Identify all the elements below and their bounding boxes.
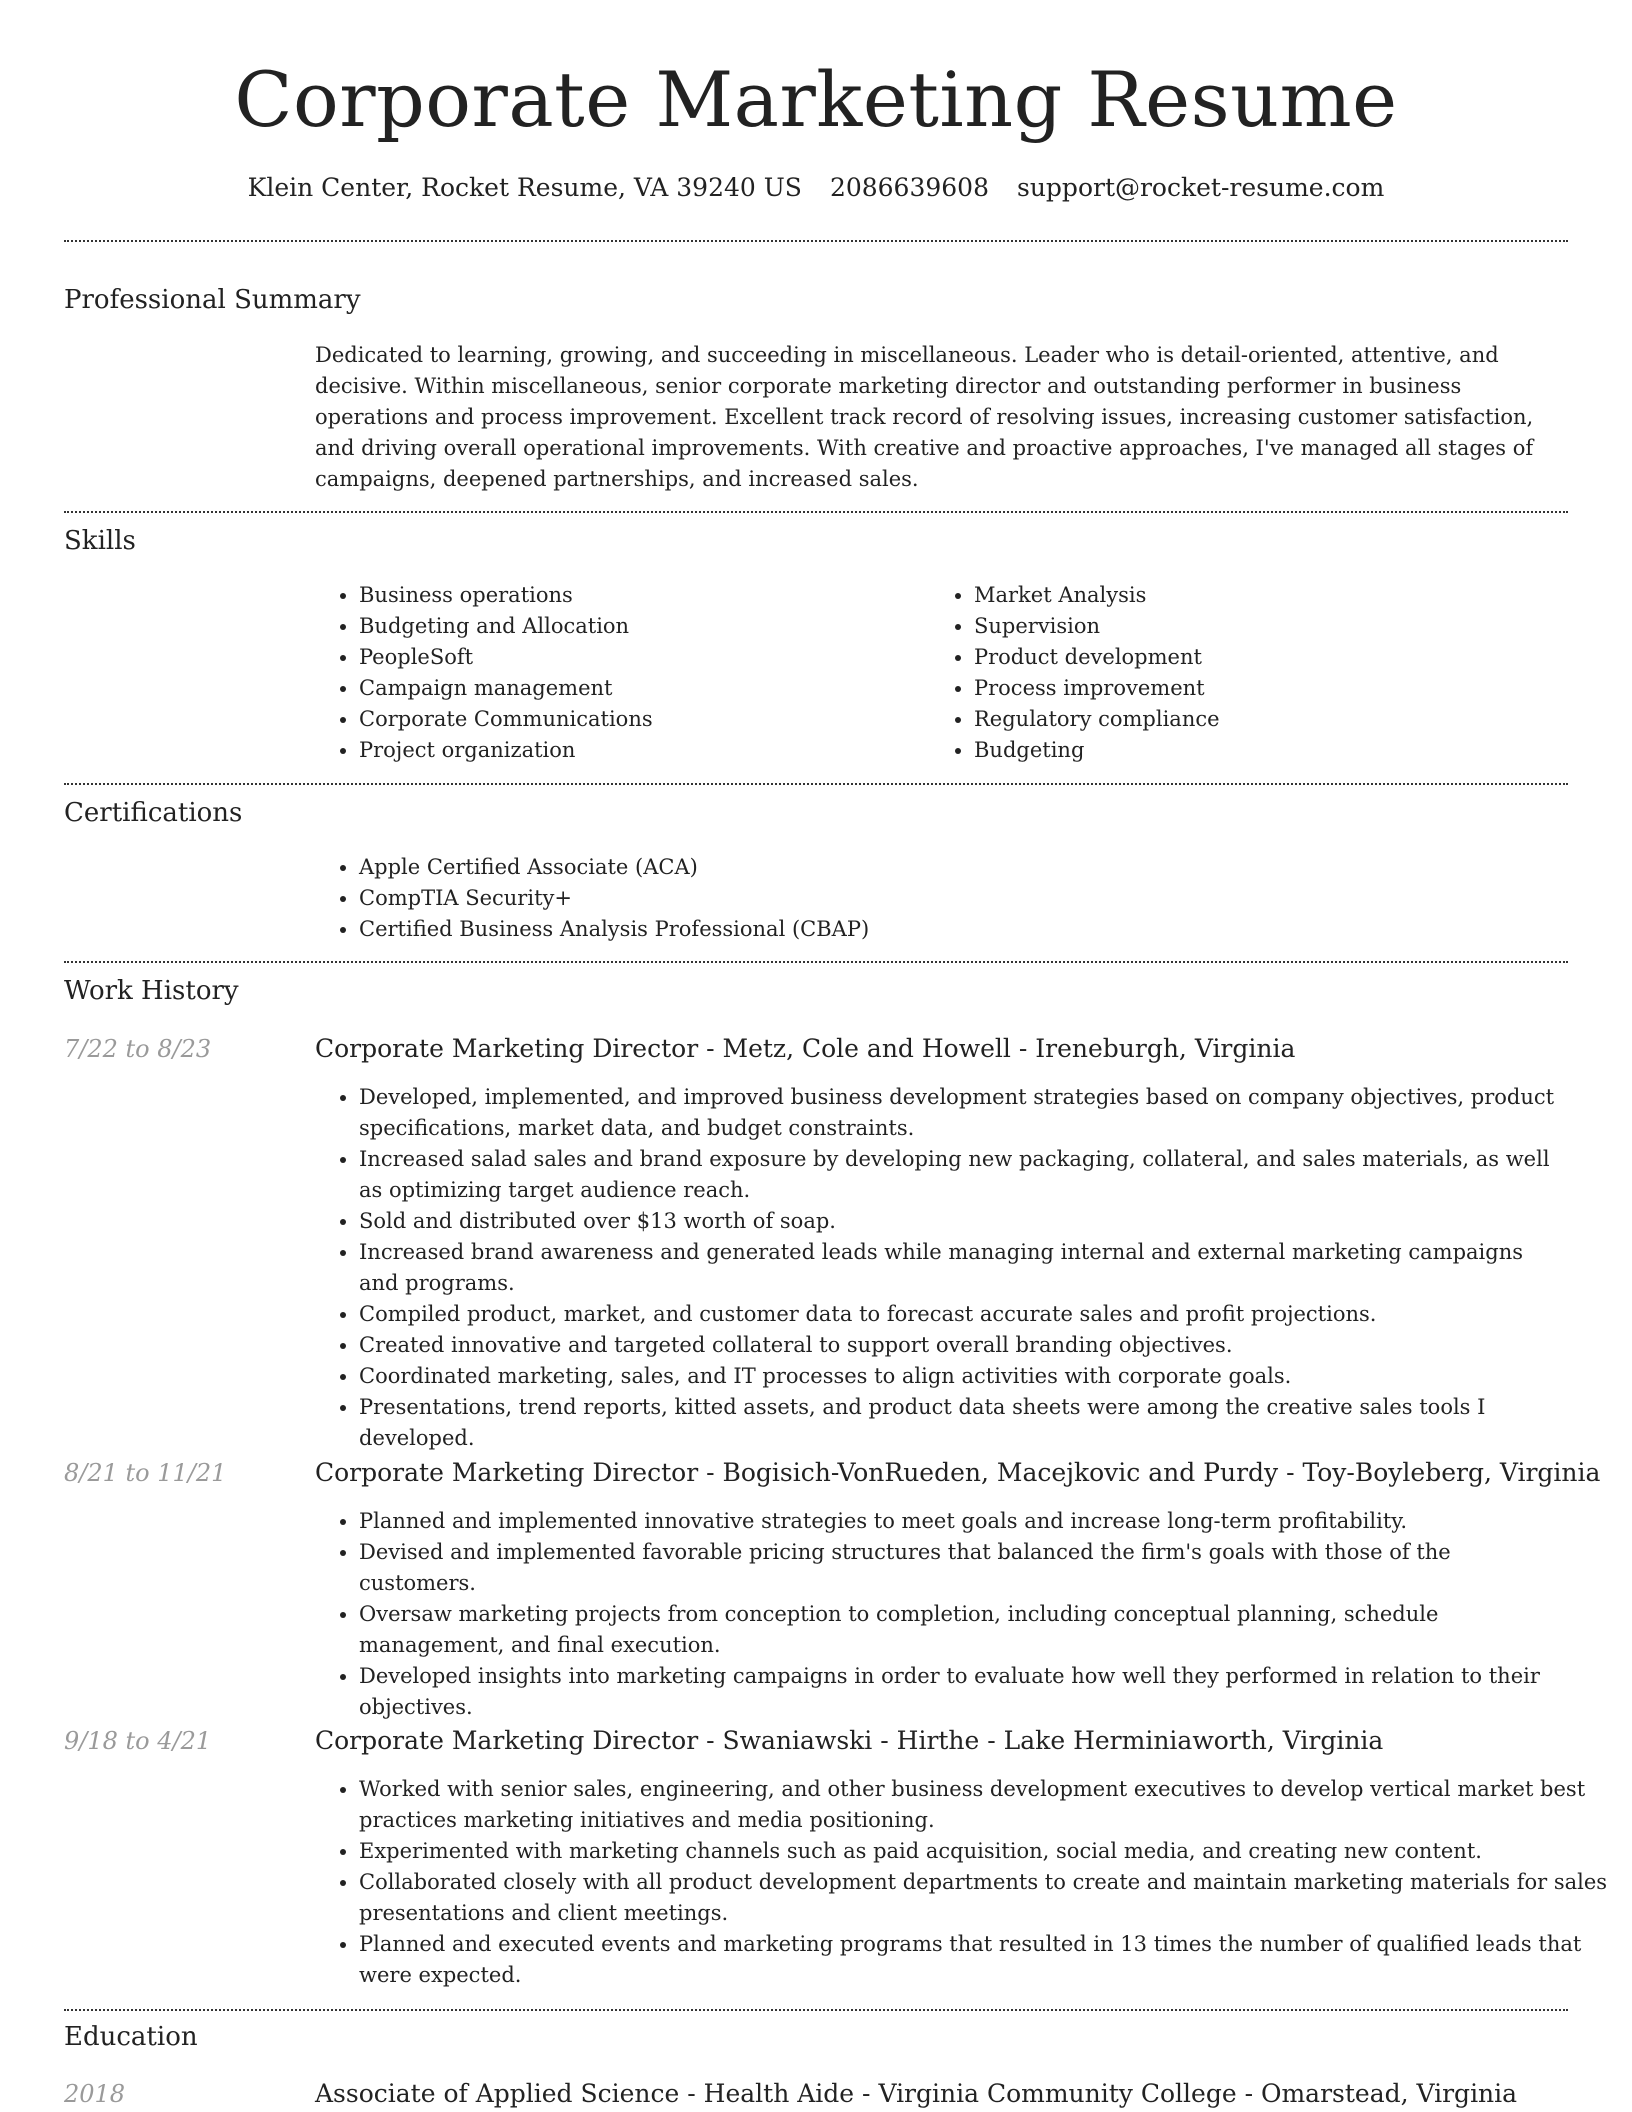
skill-item: • Market Analysis bbox=[974, 580, 1594, 611]
certification-item: • CompTIA Security+ bbox=[359, 883, 1569, 914]
divider bbox=[64, 961, 1568, 963]
job-heading bbox=[315, 1455, 1600, 1491]
divider bbox=[64, 240, 1568, 242]
divider bbox=[64, 783, 1568, 785]
contact-address: Klein Center, Rocket Resume, VA 39240 US bbox=[247, 173, 802, 202]
skill-item: • Regulatory compliance bbox=[974, 704, 1594, 735]
job-dates: 9/18 to 4/21 bbox=[64, 1727, 212, 1755]
job-bullet: • Compiled product, market, and customer data to forecast accurate sales and profit projections. bbox=[359, 1299, 1569, 1330]
job-title: Corporate Marketing Director bbox=[315, 1034, 699, 1063]
job-bullets bbox=[315, 1506, 1569, 1723]
job-bullet: • Increased salad sales and brand exposure by developing new packaging, collateral, and sales materials, as well as optimizing target audience reach. bbox=[359, 1144, 1569, 1206]
skill-item: • Business operations bbox=[359, 580, 929, 611]
job-bullet: • Increased brand awareness and generated leads while managing internal and external marketing campaigns and programs. bbox=[359, 1237, 1569, 1299]
job-bullet: • Presentations, trend reports, kitted assets, and product data sheets were among the creative sales tools I developed. bbox=[359, 1392, 1569, 1454]
work-history-heading: Work History bbox=[64, 976, 239, 1006]
education-details: - Virginia Community College - Omarstead, Virginia bbox=[854, 2079, 1518, 2108]
job-bullets bbox=[315, 1082, 1569, 1454]
certifications-heading: Certifications bbox=[64, 798, 243, 828]
job-bullet: • Collaborated closely with all product development departments to create and maintain marketing materials for sales presentations and client meetings. bbox=[359, 1867, 1611, 1929]
job-heading bbox=[315, 1031, 1295, 1067]
job-bullets bbox=[315, 1774, 1611, 1991]
divider bbox=[64, 2009, 1568, 2011]
skills-list-right bbox=[930, 580, 1594, 766]
certifications-list bbox=[315, 852, 1569, 945]
skills-list-left bbox=[315, 580, 929, 766]
contact-line bbox=[0, 170, 1632, 206]
skill-item: • Supervision bbox=[974, 611, 1594, 642]
skill-item: • Campaign management bbox=[359, 673, 929, 704]
certification-item: • Apple Certified Associate (ACA) bbox=[359, 852, 1569, 883]
job-bullet: • Experimented with marketing channels such as paid acquisition, social media, and creating new content. bbox=[359, 1836, 1611, 1867]
skill-item: • Budgeting and Allocation bbox=[359, 611, 929, 642]
job-bullet: • Planned and executed events and marketing programs that resulted in 13 times the number of qualified leads that were expected. bbox=[359, 1929, 1611, 1991]
job-bullet: • Created innovative and targeted collateral to support overall branding objectives. bbox=[359, 1330, 1569, 1361]
job-details: - Metz, Cole and Howell - Ireneburgh, Virginia bbox=[698, 1034, 1296, 1063]
job-bullet: • Sold and distributed over $13 worth of soap. bbox=[359, 1206, 1569, 1237]
contact-email: support@rocket-resume.com bbox=[1017, 173, 1385, 202]
skill-item: • Corporate Communications bbox=[359, 704, 929, 735]
job-heading bbox=[315, 1723, 1383, 1759]
job-bullet: • Developed, implemented, and improved business development strategies based on company objectives, product specifications, market data, and budget constraints. bbox=[359, 1082, 1569, 1144]
job-bullet: • Planned and implemented innovative strategies to meet goals and increase long-term profitability. bbox=[359, 1506, 1569, 1537]
job-bullet: • Worked with senior sales, engineering, and other business development executives to develop vertical market best practices marketing initiatives and media positioning. bbox=[359, 1774, 1611, 1836]
job-bullet: • Oversaw marketing projects from conception to completion, including conceptual planning, schedule management, and final execution. bbox=[359, 1599, 1569, 1661]
skill-item: • Project organization bbox=[359, 735, 929, 766]
skill-item: • PeopleSoft bbox=[359, 642, 929, 673]
education-heading: Education bbox=[64, 2022, 198, 2052]
resume-title: Corporate Marketing Resume bbox=[234, 55, 1398, 144]
divider bbox=[64, 511, 1568, 513]
skill-item: • Process improvement bbox=[974, 673, 1594, 704]
job-title: Corporate Marketing Director bbox=[315, 1458, 699, 1487]
job-details: - Swaniawski - Hirthe - Lake Herminiaworth, Virginia bbox=[698, 1726, 1384, 1755]
job-bullet: • Developed insights into marketing campaigns in order to evaluate how well they performed in relation to their objectives. bbox=[359, 1661, 1569, 1723]
skills-heading: Skills bbox=[64, 526, 136, 556]
education-heading-line bbox=[315, 2076, 1517, 2112]
certification-item: • Certified Business Analysis Professional (CBAP) bbox=[359, 914, 1569, 945]
contact-phone: 2086639608 bbox=[829, 173, 989, 202]
job-dates: 7/22 to 8/23 bbox=[64, 1035, 212, 1063]
summary-text: Dedicated to learning, growing, and succeeding in miscellaneous. Leader who is detail-oriented, attentive, and decisive. Within miscellaneous, senior corporate marketing director and outstanding performer in business operations and process improvement. Excellent track record of resolving issues, increasing customer satisfaction, and driving overall operational improvements. With creative and proactive approaches, I've managed all stages of campaigns, deepened partnerships, and increased sales. bbox=[315, 343, 1534, 491]
skill-item: • Product development bbox=[974, 642, 1594, 673]
job-dates: 8/21 to 11/21 bbox=[64, 1459, 227, 1487]
education-year: 2018 bbox=[64, 2080, 126, 2108]
skill-item: • Budgeting bbox=[974, 735, 1594, 766]
summary-heading: Professional Summary bbox=[64, 285, 361, 315]
job-title: Corporate Marketing Director bbox=[315, 1726, 699, 1755]
job-details: - Bogisich-VonRueden, Macejkovic and Purdy - Toy-Boyleberg, Virginia bbox=[698, 1458, 1601, 1487]
job-bullet: • Devised and implemented favorable pricing structures that balanced the firm's goals with those of the customers. bbox=[359, 1537, 1569, 1599]
education-degree: Associate of Applied Science - Health Aide bbox=[315, 2079, 855, 2108]
job-bullet: • Coordinated marketing, sales, and IT processes to align activities with corporate goals. bbox=[359, 1361, 1569, 1392]
